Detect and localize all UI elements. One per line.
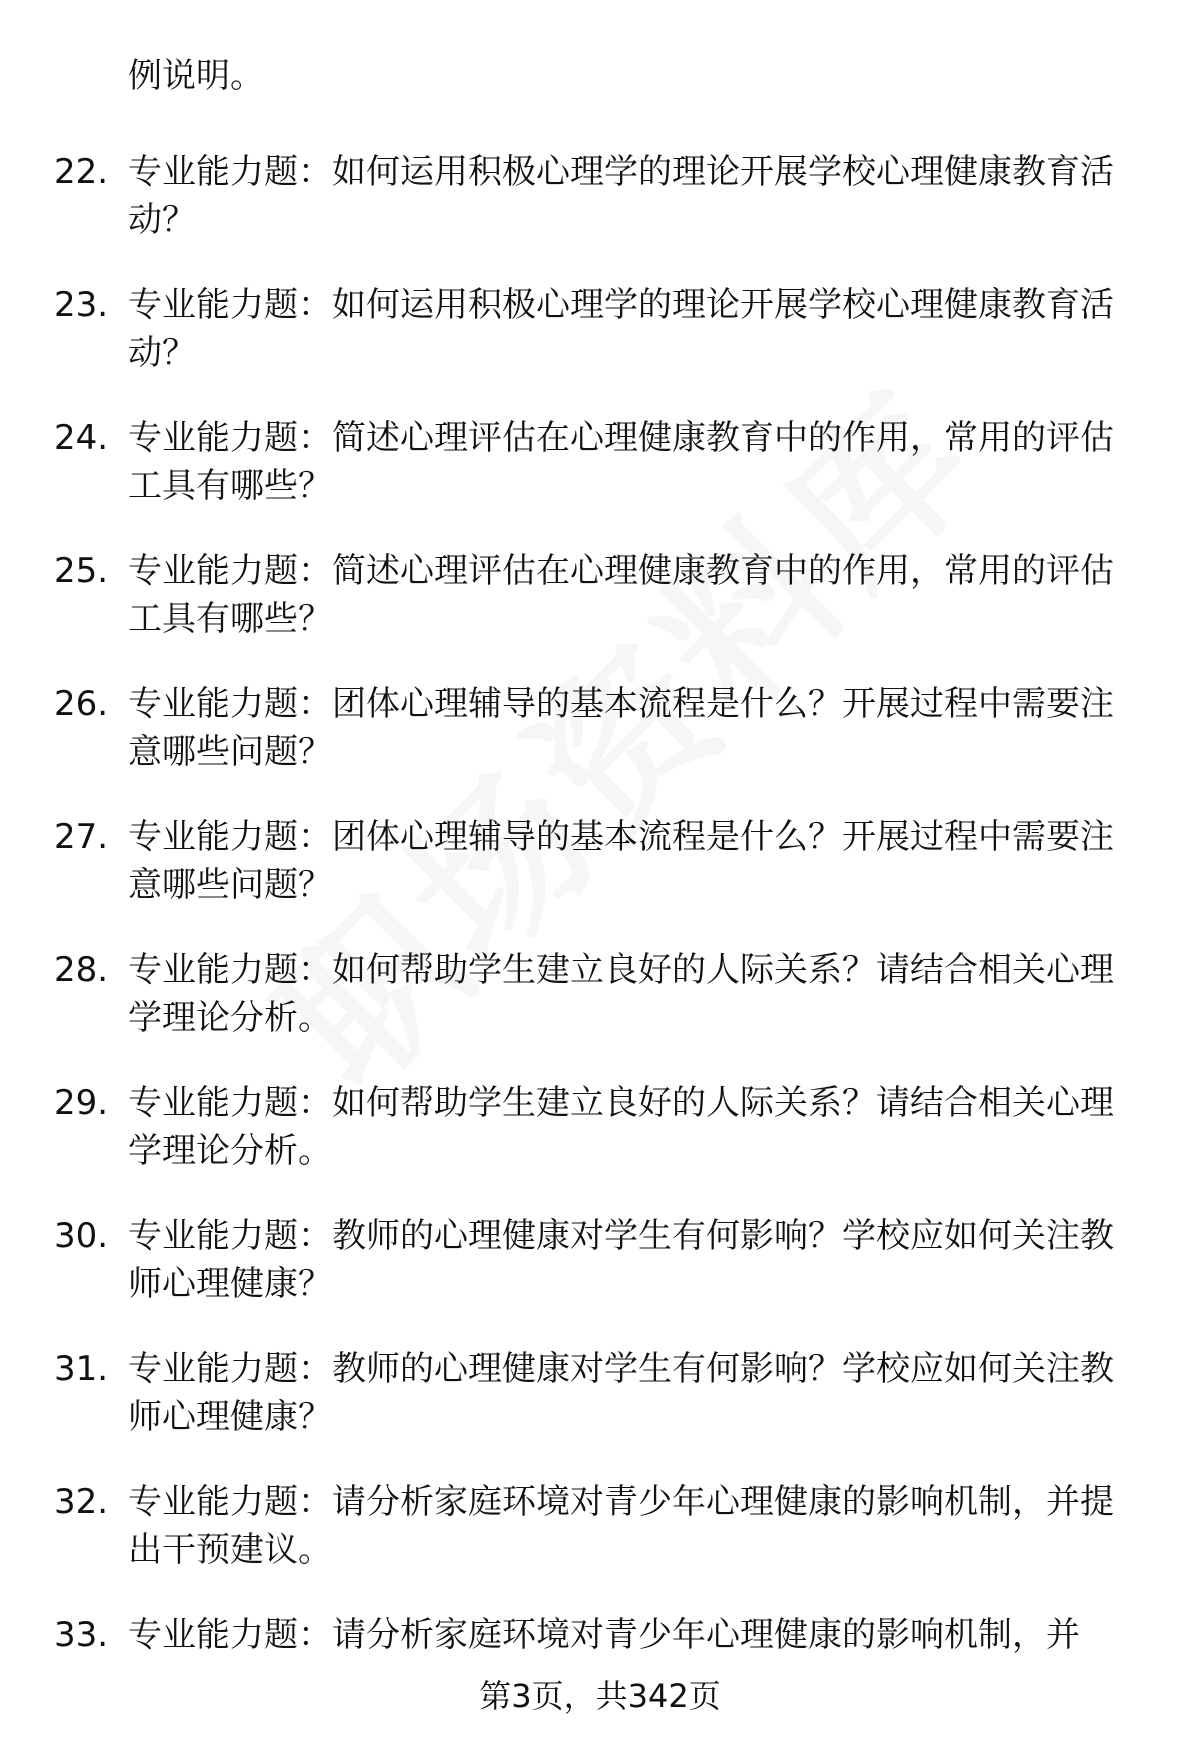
question-text: 专业能力题：请分析家庭环境对青少年心理健康的影响机制，并提出干预建议。 <box>128 1482 1114 1570</box>
question-text: 专业能力题：团体心理辅导的基本流程是什么？开展过程中需要注意哪些问题？ <box>128 684 1114 772</box>
list-item <box>0 938 1200 1071</box>
list-item <box>0 273 1200 406</box>
question-text: 专业能力题：如何运用积极心理学的理论开展学校心理健康教育活动？ <box>128 152 1114 240</box>
list-item <box>0 406 1200 539</box>
question-text: 专业能力题：如何帮助学生建立良好的人际关系？请结合相关心理学理论分析。 <box>128 1083 1114 1171</box>
question-text: 专业能力题：教师的心理健康对学生有何影响？学校应如何关注教师心理健康？ <box>128 1216 1114 1304</box>
list-item <box>0 1204 1200 1337</box>
list-item <box>0 805 1200 938</box>
question-list <box>0 140 1200 1736</box>
question-text: 专业能力题：请分析家庭环境对青少年心理健康的影响机制，并 <box>128 1615 1080 1655</box>
question-text: 专业能力题：如何帮助学生建立良好的人际关系？请结合相关心理学理论分析。 <box>128 950 1114 1038</box>
question-text: 专业能力题：如何运用积极心理学的理论开展学校心理健康教育活动？ <box>128 285 1114 373</box>
question-number: 26. <box>54 684 109 724</box>
question-number: 33. <box>54 1615 109 1655</box>
question-number: 22. <box>54 152 109 192</box>
list-item <box>0 539 1200 672</box>
list-item <box>0 1071 1200 1204</box>
question-text: 专业能力题：简述心理评估在心理健康教育中的作用，常用的评估工具有哪些？ <box>128 418 1114 506</box>
question-number: 29. <box>54 1083 109 1123</box>
question-number: 25. <box>54 551 109 591</box>
page-footer: 第3页，共342页 <box>479 1677 721 1715</box>
question-number: 28. <box>54 950 109 990</box>
list-item <box>0 140 1200 273</box>
question-number: 32. <box>54 1482 109 1522</box>
question-number: 24. <box>54 418 109 458</box>
question-text: 专业能力题：教师的心理健康对学生有何影响？学校应如何关注教师心理健康？ <box>128 1349 1114 1437</box>
continuation-text: 例说明。 <box>128 56 264 96</box>
list-item <box>0 672 1200 805</box>
question-number: 23. <box>54 285 109 325</box>
question-number: 31. <box>54 1349 109 1389</box>
question-number: 27. <box>54 817 109 857</box>
question-text: 专业能力题：简述心理评估在心理健康教育中的作用，常用的评估工具有哪些？ <box>128 551 1114 639</box>
list-item <box>0 1603 1200 1736</box>
list-item <box>0 1470 1200 1603</box>
question-number: 30. <box>54 1216 109 1256</box>
question-text: 专业能力题：团体心理辅导的基本流程是什么？开展过程中需要注意哪些问题？ <box>128 817 1114 905</box>
list-item <box>0 1337 1200 1470</box>
